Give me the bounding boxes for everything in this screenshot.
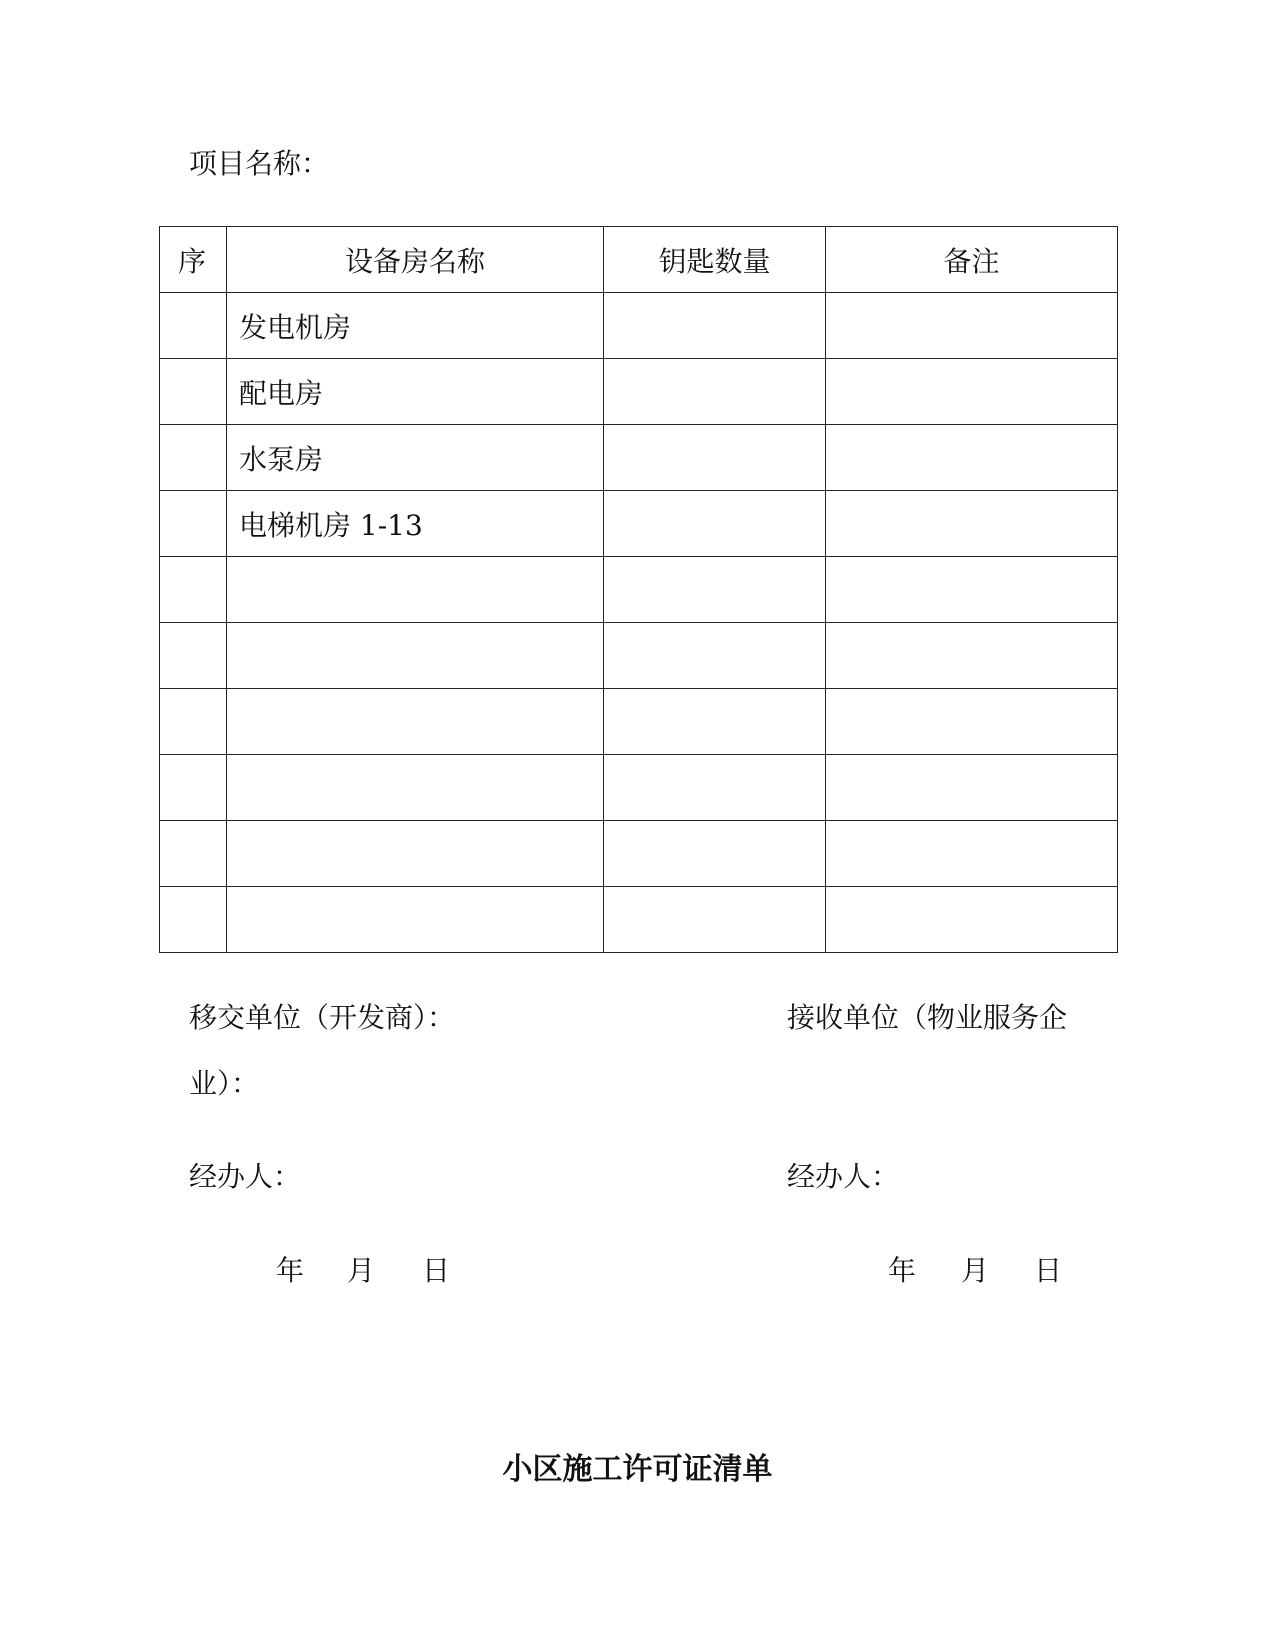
table-row [160,623,1118,689]
receiving-unit-label: 接收单位（物业服务企 [787,1001,1068,1034]
cell-key-quantity [604,689,826,755]
table-row [160,359,1118,425]
cell-room-name [227,755,604,821]
transfer-date-day: 日 [422,1254,451,1287]
table-row [160,491,1118,557]
table-row [160,557,1118,623]
table-row [160,887,1118,953]
cell-remarks [826,623,1118,689]
table-row [160,425,1118,491]
cell-key-quantity [604,359,826,425]
receive-handler-label: 经办人： [787,1160,900,1193]
table-row [160,689,1118,755]
cell-seq [160,887,227,953]
cell-room-name: 水泵房 [227,425,604,491]
section-title: 小区施工许可证清单 [502,1452,773,1487]
cell-remarks [826,491,1118,557]
cell-seq [160,821,227,887]
cell-key-quantity [604,755,826,821]
header-remarks: 备注 [826,227,1118,293]
cell-room-name [227,623,604,689]
cell-remarks [826,425,1118,491]
cell-room-name: 发电机房 [227,293,604,359]
cell-room-name: 电梯机房 1-13 [227,491,604,557]
cell-seq [160,623,227,689]
cell-key-quantity [604,293,826,359]
header-key-quantity: 钥匙数量 [604,227,826,293]
cell-seq [160,689,227,755]
cell-remarks [826,293,1118,359]
cell-remarks [826,887,1118,953]
cell-key-quantity [604,821,826,887]
cell-key-quantity [604,623,826,689]
header-room-name: 设备房名称 [227,227,604,293]
receiving-unit-label-continuation: 业）： [189,1067,260,1100]
cell-seq [160,293,227,359]
receive-date-year: 年 [888,1254,917,1287]
receive-date-month: 月 [961,1254,990,1287]
cell-seq [160,491,227,557]
header-seq: 序 [160,227,227,293]
cell-key-quantity [604,887,826,953]
cell-key-quantity [604,557,826,623]
cell-seq [160,755,227,821]
cell-remarks [826,689,1118,755]
transfer-handler-label: 经办人： [189,1160,302,1193]
equipment-room-key-table [159,226,1118,953]
cell-key-quantity [604,425,826,491]
cell-remarks [826,557,1118,623]
cell-room-name [227,887,604,953]
transfer-unit-label: 移交单位（开发商）： [189,1001,456,1034]
project-name-label: 项目名称： [189,147,330,180]
cell-room-name [227,557,604,623]
transfer-date-month: 月 [347,1254,376,1287]
transfer-date-year: 年 [276,1254,305,1287]
receive-date-day: 日 [1034,1254,1063,1287]
cell-remarks [826,755,1118,821]
cell-key-quantity [604,491,826,557]
table-row [160,755,1118,821]
table-header-row [160,227,1118,293]
table-row [160,821,1118,887]
cell-room-name [227,689,604,755]
table-row [160,293,1118,359]
cell-remarks [826,821,1118,887]
cell-seq [160,425,227,491]
cell-room-name [227,821,604,887]
cell-seq [160,557,227,623]
cell-room-name: 配电房 [227,359,604,425]
cell-seq [160,359,227,425]
cell-remarks [826,359,1118,425]
